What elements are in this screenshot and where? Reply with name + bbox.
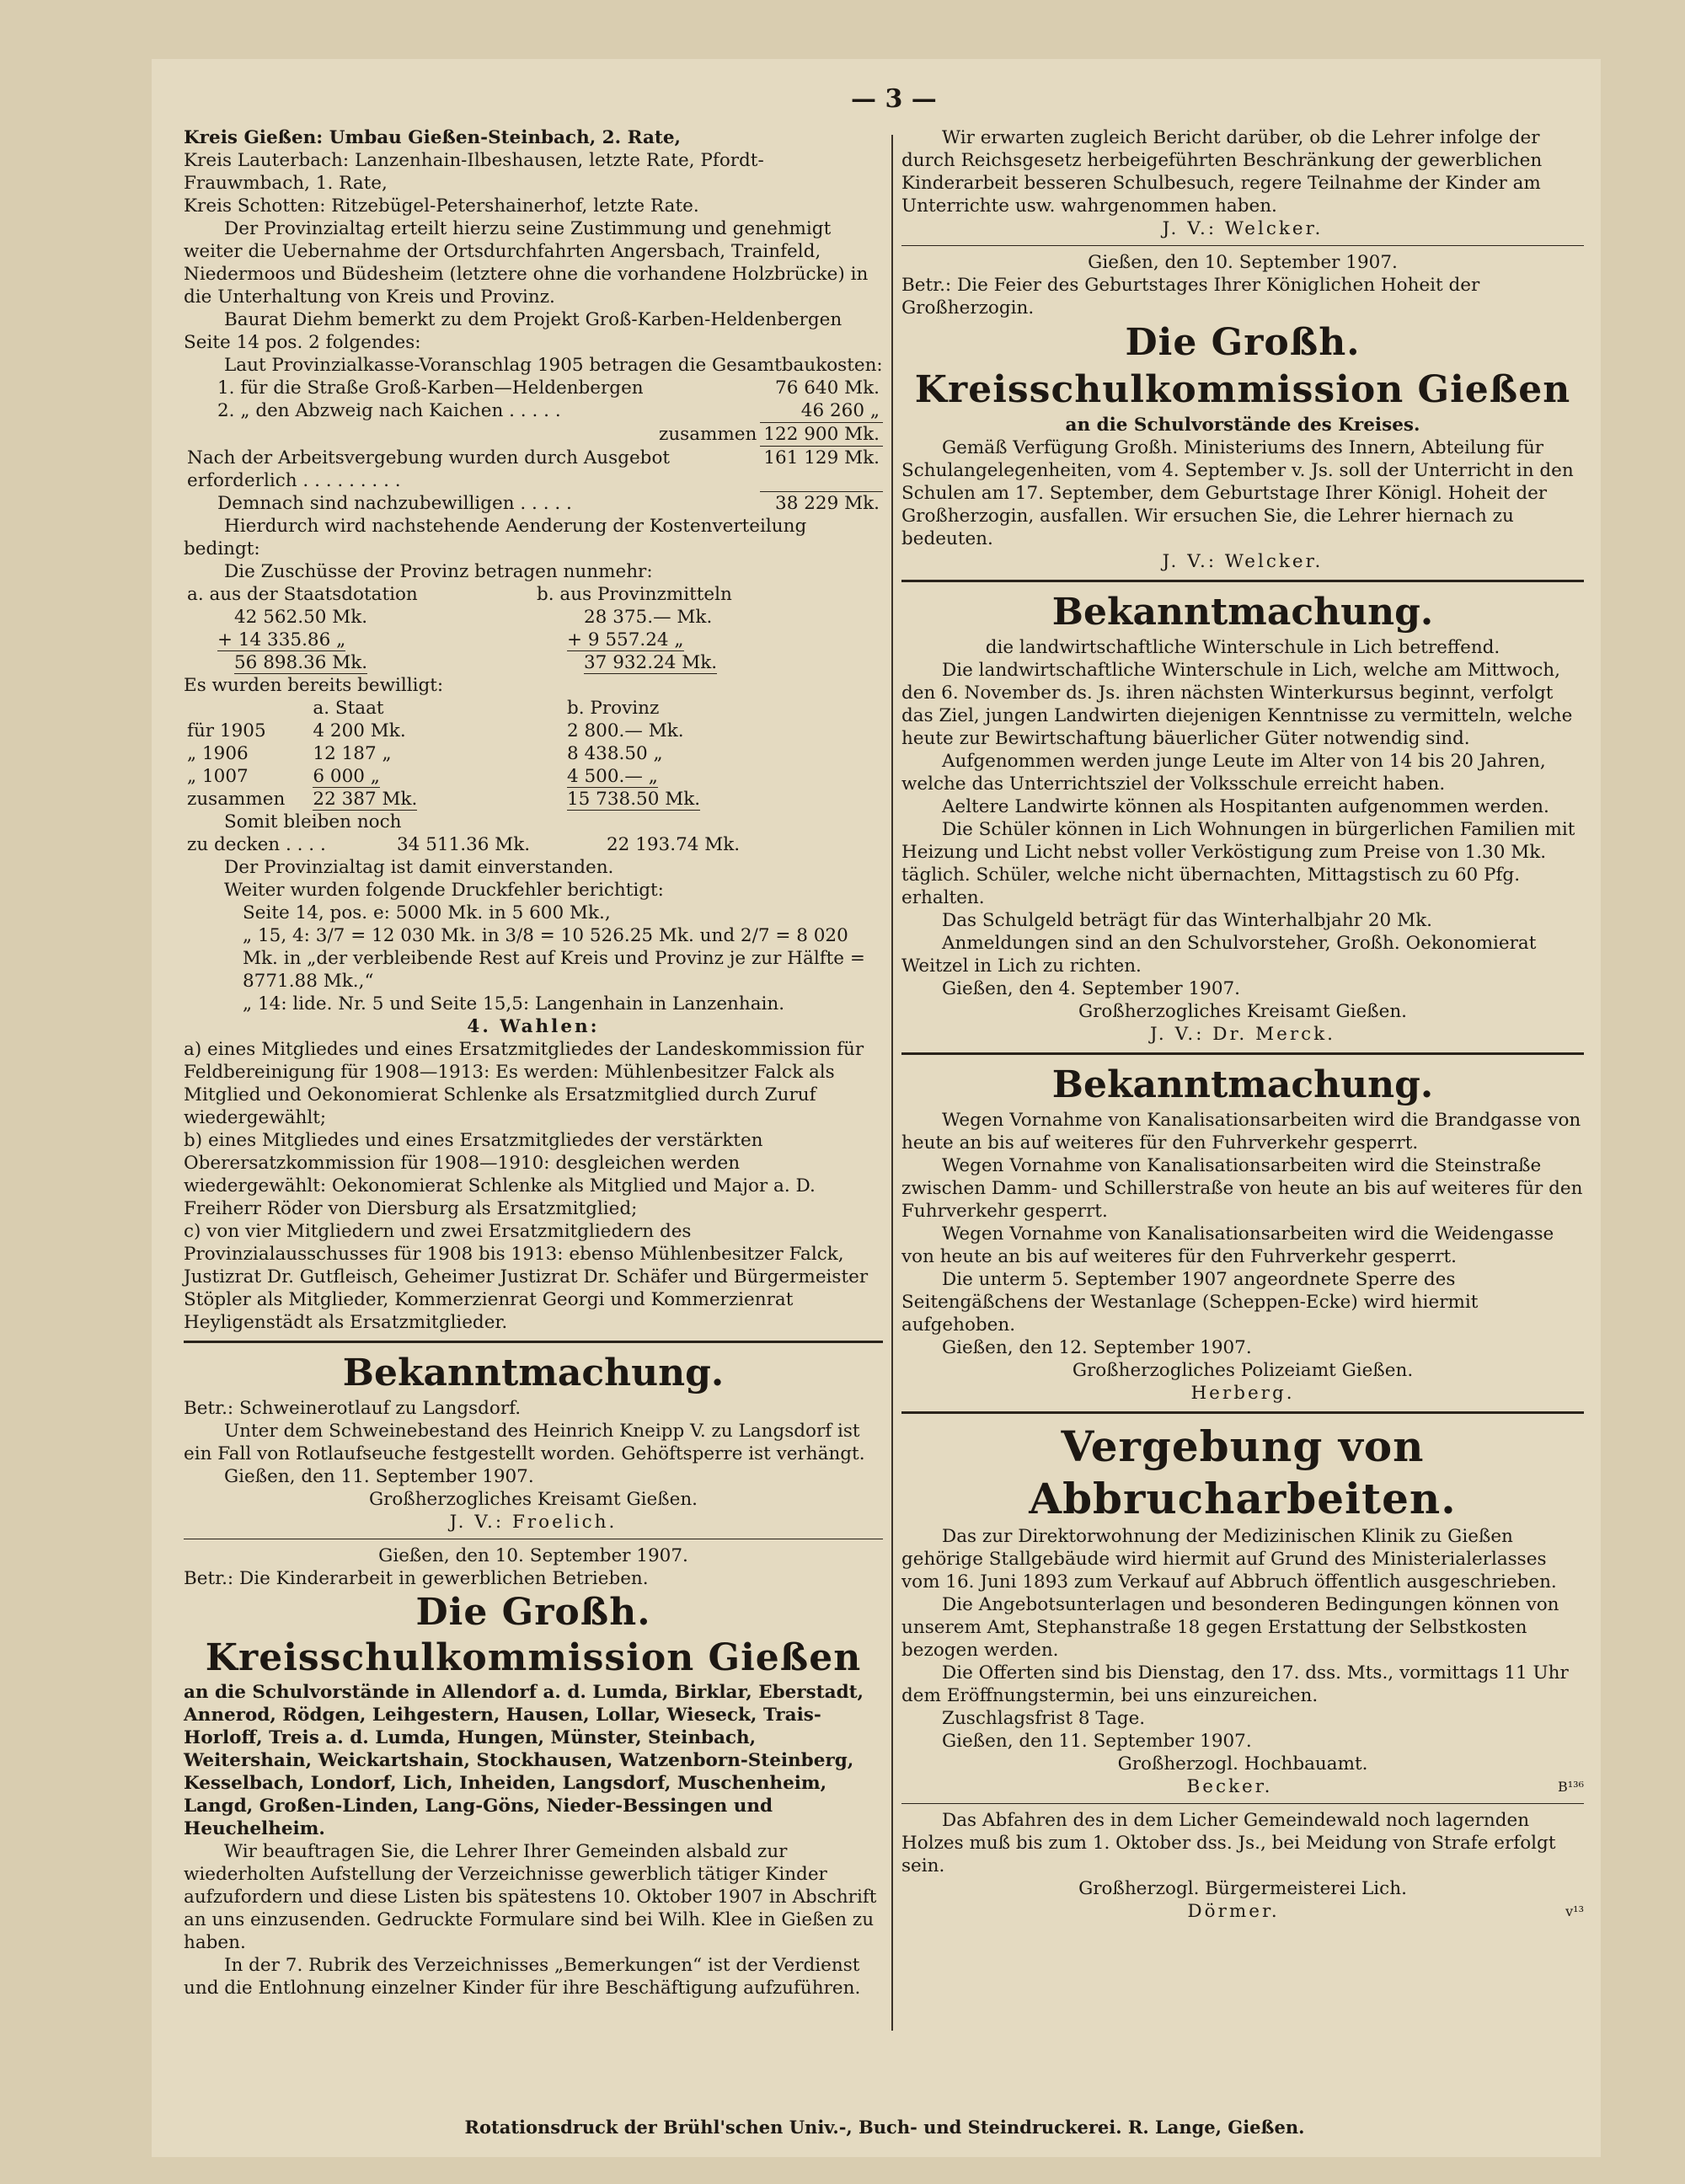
vergebung-label: Nach der Arbeitsvergebung wurden durch Ausgebot erforderlich . . . . . . . . . <box>187 447 671 491</box>
bewilligt-table <box>184 697 883 811</box>
ks2-signature: J. V.: Welcker. <box>1162 551 1324 572</box>
bek3-signature: Herberg. <box>1190 1383 1295 1404</box>
cost-sum-label: zusammen <box>659 423 757 445</box>
cost-row-value: 76 640 Mk. <box>775 377 880 399</box>
zuschuss-table <box>184 583 883 674</box>
druckfehler-line: Weiter wurden folgende Druckfehler berichtigt: <box>224 880 664 901</box>
rest-table <box>184 833 883 856</box>
kostenverteilung-paragraph: Hierdurch wird nachstehende Aenderung der Kostenverteilung bedingt: <box>184 516 807 559</box>
bekanntmachung-title: Bekanntmachung. <box>342 1352 725 1394</box>
druckfehler-item: Seite 14, pos. e: 5000 Mk. in 5 600 Mk., <box>243 902 611 923</box>
vergebung-date: Gießen, den 11. September 1907. <box>942 1731 1252 1752</box>
druckfehler-item: „ 15, 4: 3/7 = 12 030 Mk. in 3/8 = 10 526.25 Mk. und 2/7 = 8 020 Mk. in „der verbleibende Rest auf Kreis und Provinz je zur Hälfte = 8771.88 Mk.,“ <box>243 925 865 992</box>
a-value: 42 562.50 Mk. <box>234 607 368 628</box>
r1-signature: J. V.: Welcker. <box>1162 218 1324 239</box>
zudecken-label: zu decken . . . . <box>187 834 326 855</box>
col-a-head: a. aus der Staatsdotation <box>187 584 418 605</box>
ks1-betr: Betr.: Die Kinderarbeit in gewerblichen Betrieben. <box>184 1568 649 1589</box>
ks2-title: Die Großh. Kreisschulkommission Gießen <box>914 321 1571 411</box>
a-value: + 14 335.86 „ <box>217 629 346 650</box>
bek3-paragraph: Die unterm 5. September 1907 angeordnete Sperre des Seitengäßchens der Westanlage (Scheppen-Ecke) wird hiermit aufgehoben. <box>901 1269 1479 1336</box>
baurat-paragraph: Baurat Diehm bemerkt zu dem Projekt Groß-Karben-Heldenbergen Seite 14 pos. 2 folgendes: <box>184 309 842 353</box>
right-column <box>901 126 1584 1923</box>
provinz-head: b. Provinz <box>566 698 660 719</box>
provinzialtag-paragraph: Der Provinzialtag erteilt hierzu seine Zustimmung und genehmigt weiter die Uebernahme der Ortsdurchfahrten Angersbach, Trainfeld, Niedermoos und Büdesheim (letztere ohne die vorhandene Holzbrücke) in die Unterhaltung von Kreis und Provinz. <box>184 218 869 308</box>
section-rule <box>901 1803 1584 1804</box>
left-column <box>184 126 883 1999</box>
ks1-paragraph: In der 7. Rubrik des Verzeichnisses „Bemerkungen“ ist der Verdienst und die Entlohnung einzelner Kinder für ihre Beschäftigung aufzuführen. <box>184 1955 861 1999</box>
bek1-office: Großherzogliches Kreisamt Gießen. <box>368 1489 698 1510</box>
provinz-cell: 4 500.— „ <box>566 766 658 787</box>
cost-row-value: 46 260 „ <box>760 399 883 423</box>
ks2-betr: Betr.: Die Feier des Geburtstages Ihrer Königlichen Hoheit der Großherzogin. <box>901 275 1480 318</box>
staat-cell: 6 000 „ <box>313 766 380 787</box>
kreis-lauterbach-line: Kreis Lauterbach: Lanzenhain-Ilbeshausen, letzte Rate, Pfordt-Frauwmbach, 1. Rate, <box>184 150 764 194</box>
cost-table <box>184 377 883 515</box>
holz-mark: v¹³ <box>1565 1903 1584 1919</box>
bek2-paragraph: Anmeldungen sind an den Schulvorsteher, Großh. Oekonomierat Weitzel in Lich zu richten. <box>901 933 1537 977</box>
staat-cell: 4 200 Mk. <box>313 720 406 741</box>
vergebung-value: 161 129 Mk. <box>760 447 883 492</box>
bek3-paragraph: Wegen Vornahme von Kanalisationsarbeiten wird die Weidengasse von heute an bis auf weiteres für den Fuhrverkehr gesperrt. <box>901 1223 1554 1267</box>
section-rule <box>901 245 1584 246</box>
table-row <box>184 720 883 742</box>
rest-b: 22 193.74 Mk. <box>607 834 741 855</box>
table-row <box>184 742 883 765</box>
vergebung-office: Großherzogl. Hochbauamt. <box>1117 1753 1368 1774</box>
ks2-date: Gießen, den 10. September 1907. <box>1088 252 1398 273</box>
zusammen-provinz: 15 738.50 Mk. <box>566 789 701 810</box>
bekanntmachung-title: Bekanntmachung. <box>1051 591 1434 634</box>
bek1-text: Unter dem Schweinebestand des Heinrich Kneipp V. zu Langsdorf ist ein Fall von Rotlaufseuche festgestellt worden. Gehöftsperre ist verhängt. <box>184 1421 865 1464</box>
year-cell: für 1905 <box>187 720 266 741</box>
vergebung-title: Vergebung von Abbrucharbeiten. <box>1029 1421 1457 1523</box>
b-total: 37 932.24 Mk. <box>584 652 718 673</box>
ks1-title: Die Großh. Kreisschulkommission Gießen <box>205 1591 862 1679</box>
bek2-date: Gießen, den 4. September 1907. <box>942 978 1241 999</box>
cost-row-label: 1. für die Straße Groß-Karben—Heldenbergen <box>217 377 644 399</box>
provinz-cell: 8 438.50 „ <box>566 743 663 764</box>
vergebung-paragraph: Die Offerten sind bis Dienstag, den 17. dss. Mts., vormittags 11 Uhr dem Eröffnungstermin, bei uns einzureichen. <box>901 1662 1569 1706</box>
kreis-giessen-line: Kreis Gießen: Umbau Gießen-Steinbach, 2. Rate, <box>184 127 681 148</box>
bek3-date: Gießen, den 12. September 1907. <box>942 1337 1252 1358</box>
section-rule <box>184 1341 883 1343</box>
bek3-paragraph: Wegen Vornahme von Kanalisationsarbeiten wird die Steinstraße zwischen Damm- und Schillerstraße von heute an bis auf weiteres für den Fuhrverkehr gesperrt. <box>901 1155 1583 1222</box>
wahl-a: a) eines Mitgliedes und eines Ersatzmitgliedes der Landeskommission für Feldbereinigung für 1908—1913: Es werden: Mühlenbesitzer Falck als Mitglied und Oekonomierat Schlenke als Ersatzmitglied durch Zuruf wiedergewählt; <box>184 1039 864 1128</box>
wahlen-heading: 4. Wahlen: <box>467 1016 600 1037</box>
cost-row-label: 2. „ den Abzweig nach Kaichen . . . . . <box>217 400 561 421</box>
section-rule <box>901 580 1584 582</box>
bek3-office: Großherzogliches Polizeiamt Gießen. <box>1072 1360 1414 1381</box>
bekanntmachung-title: Bekanntmachung. <box>1051 1063 1434 1106</box>
col-b-head: b. aus Provinzmitteln <box>537 584 732 605</box>
druckfehler-item: „ 14: lide. Nr. 5 und Seite 15,5: Langenhain in Lanzenhain. <box>243 993 785 1014</box>
bek3-paragraph: Wegen Vornahme von Kanalisationsarbeiten wird die Brandgasse von heute an bis auf weiteres für den Fuhrverkehr gesperrt. <box>901 1110 1581 1154</box>
vergebung-paragraph: Zuschlagsfrist 8 Tage. <box>942 1708 1146 1729</box>
column-divider <box>891 135 893 2031</box>
r1-paragraph: Wir erwarten zugleich Bericht darüber, ob die Lehrer infolge der durch Reichsgesetz herbeigeführten Beschränkung der gewerblichen Kinderarbeit besseren Schulbesuch, regere Teilnahme der Kinder am Unterrichte usw. wahrgenommen haben. <box>901 127 1543 217</box>
nachbewilligung-value: 38 229 Mk. <box>775 493 880 514</box>
rest-a: 34 511.36 Mk. <box>397 834 531 855</box>
voranschlag-paragraph: Laut Provinzialkasse-Voranschlag 1905 betragen die Gesamtbaukosten: <box>224 355 883 376</box>
einverstanden-line: Der Provinzialtag ist damit einverstanden. <box>224 857 614 878</box>
wahl-c: c) von vier Mitgliedern und zwei Ersatzmitgliedern des Provinzialausschusses für 1908 bis 1913: ebenso Mühlenbesitzer Falck, Justizrat Dr. Gutfleisch, Geheimer Justizrat Dr. Schäfer und Bürgermeister Stöpler als Mitglieder, Kommerzienrat Georgi und Kommerzienrat Heyligenstädt als Ersatzmitglieder. <box>184 1221 869 1333</box>
vergebung-signature-name: Becker. <box>1186 1776 1273 1797</box>
bek1-signature: J. V.: Froelich. <box>449 1512 618 1533</box>
printer-imprint: Rotationsdruck der Brühl'schen Univ.-, Buch- und Steindruckerei. R. Lange, Gießen. <box>464 2117 1305 2138</box>
holz-office: Großherzogl. Bürgermeisterei Lich. <box>1078 1878 1407 1899</box>
bek2-paragraph: Die landwirtschaftliche Winterschule in Lich, welche am Mittwoch, den 6. November ds. Js. ihren nächsten Winterkursus beginnt, verfolgt das Ziel, jungen Landwirten diejenigen Kenntnisse zu vermitteln, welche heute zur Bewirtschaftung bäuerlicher Güter notwendig sind. <box>901 660 1573 749</box>
bek2-signature: J. V.: Dr. Merck. <box>1149 1024 1336 1045</box>
zusammen-label: zusammen <box>187 789 286 810</box>
kreis-schotten-line: Kreis Schotten: Ritzebügel-Petershainerhof, letzte Rate. <box>184 195 699 217</box>
somit-line: Somit bleiben noch <box>224 811 402 832</box>
wahl-b: b) eines Mitgliedes und eines Ersatzmitgliedes der verstärkten Oberersatzkommission für 1908—1910: desgleichen werden wiedergewählt: Oekonomierat Schlenke als Mitglied und Major a. D. Freiherr Röder von Diersburg als Ersatzmitglied; <box>184 1130 816 1219</box>
nachbewilligung-label: Demnach sind nachzubewilligen . . . . . <box>217 492 572 514</box>
cost-sum-value: 122 900 Mk. <box>760 423 883 447</box>
holz-signature <box>901 1900 1584 1923</box>
bek1-betr: Betr.: Schweinerotlauf zu Langsdorf. <box>184 1398 522 1419</box>
vergebung-paragraph: Die Angebotsunterlagen und besonderen Bedingungen können von unserem Amt, Stephanstraße 18 gegen Erstattung der Selbstkosten bezogen werden. <box>901 1594 1559 1661</box>
provinz-cell: 2 800.— Mk. <box>566 720 684 741</box>
year-cell: „ 1007 <box>187 766 249 787</box>
zusammen-staat: 22 387 Mk. <box>313 789 418 810</box>
ks2-paragraph: Gemäß Verfügung Großh. Ministeriums des Innern, Abteilung für Schulangelegenheiten, vom 4. September v. Js. soll der Unterricht in den Schulen am 17. September, dem Geburtstage Ihrer Königl. Hoheit der Großherzogin, ausfallen. Wir ersuchen Sie, die Lehrer hiernach zu bedeuten. <box>901 437 1574 549</box>
bek2-office: Großherzogliches Kreisamt Gießen. <box>1078 1001 1408 1022</box>
ks2-subtitle: an die Schulvorstände des Kreises. <box>1065 415 1420 436</box>
page-number: — 3 — <box>851 84 937 114</box>
bek2-paragraph: Aeltere Landwirte können als Hospitanten aufgenommen werden. <box>942 796 1549 817</box>
holz-paragraph: Das Abfahren des in dem Licher Gemeindewald noch lagernden Holzes muß bis zum 1. Oktober dss. Js., bei Meidung von Strafe erfolgt sein. <box>901 1810 1556 1876</box>
staat-cell: 12 187 „ <box>313 743 392 764</box>
section-rule <box>901 1052 1584 1055</box>
bek2-subtitle: die landwirtschaftliche Winterschule in Lich betreffend. <box>985 637 1500 658</box>
ks1-subtitle: an die Schulvorstände in Allendorf a. d. Lumda, Birklar, Eberstadt, Annerod, Rödgen, Leihgestern, Hausen, Lollar, Wieseck, Trais-Horloff, Treis a. d. Lumda, Hungen, Münster, Steinbach, Weitershain, Weickartshain, Stockhausen, Watzenborn-Steinberg, Kesselbach, Londorf, Lich, Inheiden, Langsdorf, Muschenheim, Langd, Großen-Linden, Lang-Göns, Nieder-Bessingen und Heuchelheim. <box>184 1682 864 1839</box>
holz-signature-name: Dörmer. <box>1187 1901 1280 1922</box>
table-row <box>184 765 883 788</box>
ks1-date: Gießen, den 10. September 1907. <box>378 1545 688 1566</box>
section-rule <box>901 1411 1584 1414</box>
a-total: 56 898.36 Mk. <box>234 652 368 673</box>
zuschuesse-line: Die Zuschüsse der Provinz betragen nunmehr: <box>224 561 653 582</box>
vergebung-paragraph: Das zur Direktorwohnung der Medizinischen Klinik zu Gießen gehörige Stallgebäude wird hiermit auf Grund des Ministerialerlasses vom 16. Juni 1893 zum Verkauf auf Abbruch öffentlich ausgeschrieben. <box>901 1526 1557 1592</box>
year-cell: „ 1906 <box>187 743 249 764</box>
b-value: + 9 557.24 „ <box>567 629 684 650</box>
bek2-paragraph: Das Schulgeld beträgt für das Winterhalbjahr 20 Mk. <box>942 910 1432 931</box>
bek2-paragraph: Aufgenommen werden junge Leute im Alter von 14 bis 20 Jahren, welche das Unterrichtsziel der Volksschule erreicht haben. <box>901 751 1546 795</box>
bek1-date: Gießen, den 11. September 1907. <box>224 1466 534 1487</box>
bek2-paragraph: Die Schüler können in Lich Wohnungen in bürgerlichen Familien mit Heizung und Licht nebst voller Verköstigung zum Preise von 1.30 Mk. täglich. Schüler, welche nicht übernachten, Mittagstisch zu 60 Pfg. erhalten. <box>901 819 1575 908</box>
ks1-paragraph: Wir beauftragen Sie, die Lehrer Ihrer Gemeinden alsbald zur wiederholten Aufstellung der Verzeichnisse gewerblich tätiger Kinder aufzufordern und diese Listen bis spätestens 10. Oktober 1907 in Abschrift an uns einzusenden. Gedruckte Formulare sind bei Wilh. Klee in Gießen zu haben. <box>184 1841 877 1953</box>
staat-head: a. Staat <box>313 698 384 719</box>
vergebung-signature <box>901 1775 1584 1798</box>
b-value: 28 375.— Mk. <box>584 607 713 628</box>
bewilligt-line: Es wurden bereits bewilligt: <box>184 675 444 696</box>
vergebung-mark: B¹³⁶ <box>1558 1779 1584 1795</box>
